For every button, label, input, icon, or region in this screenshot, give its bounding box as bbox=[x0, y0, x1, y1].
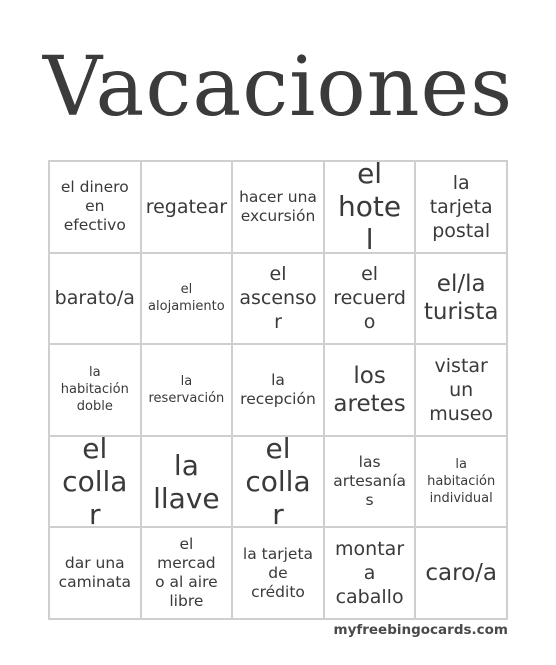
cell-label: el dinero en efectivo bbox=[60, 178, 129, 235]
cell-label: el mercado al aire libre bbox=[155, 535, 218, 611]
bingo-cell-r4c2[interactable] bbox=[141, 436, 233, 528]
cell-label: las artesanías bbox=[333, 453, 406, 510]
bingo-cell-r1c2[interactable] bbox=[141, 161, 233, 253]
cell-label: la tarjeta postal bbox=[429, 171, 493, 242]
cell-label: el hotel bbox=[338, 161, 402, 253]
bingo-cell-r5c3[interactable] bbox=[232, 527, 324, 619]
cell-label: regatear bbox=[145, 195, 228, 218]
cell-label: la habitación doble bbox=[60, 365, 129, 415]
cell-label: la reservación bbox=[148, 373, 225, 406]
cell-label: la recepción bbox=[240, 370, 316, 408]
cell-label: el alojamiento bbox=[148, 282, 225, 315]
cell-label: el recuerdo bbox=[333, 263, 406, 334]
cell-label: el/la turista bbox=[423, 271, 499, 326]
bingo-cell-r3c2[interactable] bbox=[141, 344, 233, 436]
bingo-cell-r3c3[interactable] bbox=[232, 344, 324, 436]
cell-label: caro/a bbox=[425, 560, 497, 587]
cell-label: la habitación individual bbox=[427, 457, 496, 507]
bingo-cell-r2c1[interactable] bbox=[49, 253, 141, 345]
bingo-cell-r5c4[interactable] bbox=[324, 527, 416, 619]
bingo-cell-r5c1[interactable] bbox=[49, 527, 141, 619]
bingo-cell-r1c4[interactable] bbox=[324, 161, 416, 253]
cell-label: hacer una excursión bbox=[239, 187, 317, 225]
cell-label: el ascensor bbox=[239, 263, 317, 334]
bingo-cell-r1c5[interactable] bbox=[415, 161, 507, 253]
bingo-cell-r2c4[interactable] bbox=[324, 253, 416, 345]
cell-label: la llave bbox=[153, 448, 220, 515]
bingo-cell-r4c4[interactable] bbox=[324, 436, 416, 528]
bingo-cell-r2c3[interactable] bbox=[232, 253, 324, 345]
cell-label: la tarjeta de crédito bbox=[242, 544, 314, 601]
cell-label: el collar bbox=[62, 435, 128, 528]
cell-label: dar una caminata bbox=[58, 554, 131, 592]
bingo-cell-r4c5[interactable] bbox=[415, 436, 507, 528]
bingo-cell-r2c5[interactable] bbox=[415, 253, 507, 345]
bingo-cell-r3c1[interactable] bbox=[49, 344, 141, 436]
page-title: Vacaciones bbox=[42, 40, 514, 135]
cell-label: vistar un museo bbox=[429, 354, 494, 425]
bingo-cell-r3c5[interactable] bbox=[415, 344, 507, 436]
bingo-cell-r3c4[interactable] bbox=[324, 344, 416, 436]
bingo-cell-r4c3[interactable] bbox=[232, 436, 324, 528]
bingo-cell-r5c2[interactable] bbox=[141, 527, 233, 619]
bingo-cell-r5c5[interactable] bbox=[415, 527, 507, 619]
cell-label: barato/a bbox=[54, 287, 135, 310]
bingo-cell-r2c2[interactable] bbox=[141, 253, 233, 345]
bingo-cell-r4c1[interactable] bbox=[49, 436, 141, 528]
bingo-cell-r1c1[interactable] bbox=[49, 161, 141, 253]
cell-label: montar a caballo bbox=[335, 538, 405, 609]
bingo-cell-r1c3[interactable] bbox=[232, 161, 324, 253]
cell-label: el collar bbox=[245, 435, 311, 528]
bingo-grid bbox=[48, 160, 508, 620]
cell-label: los aretes bbox=[333, 362, 406, 417]
site-credit: myfreebingocards.com bbox=[333, 622, 508, 638]
